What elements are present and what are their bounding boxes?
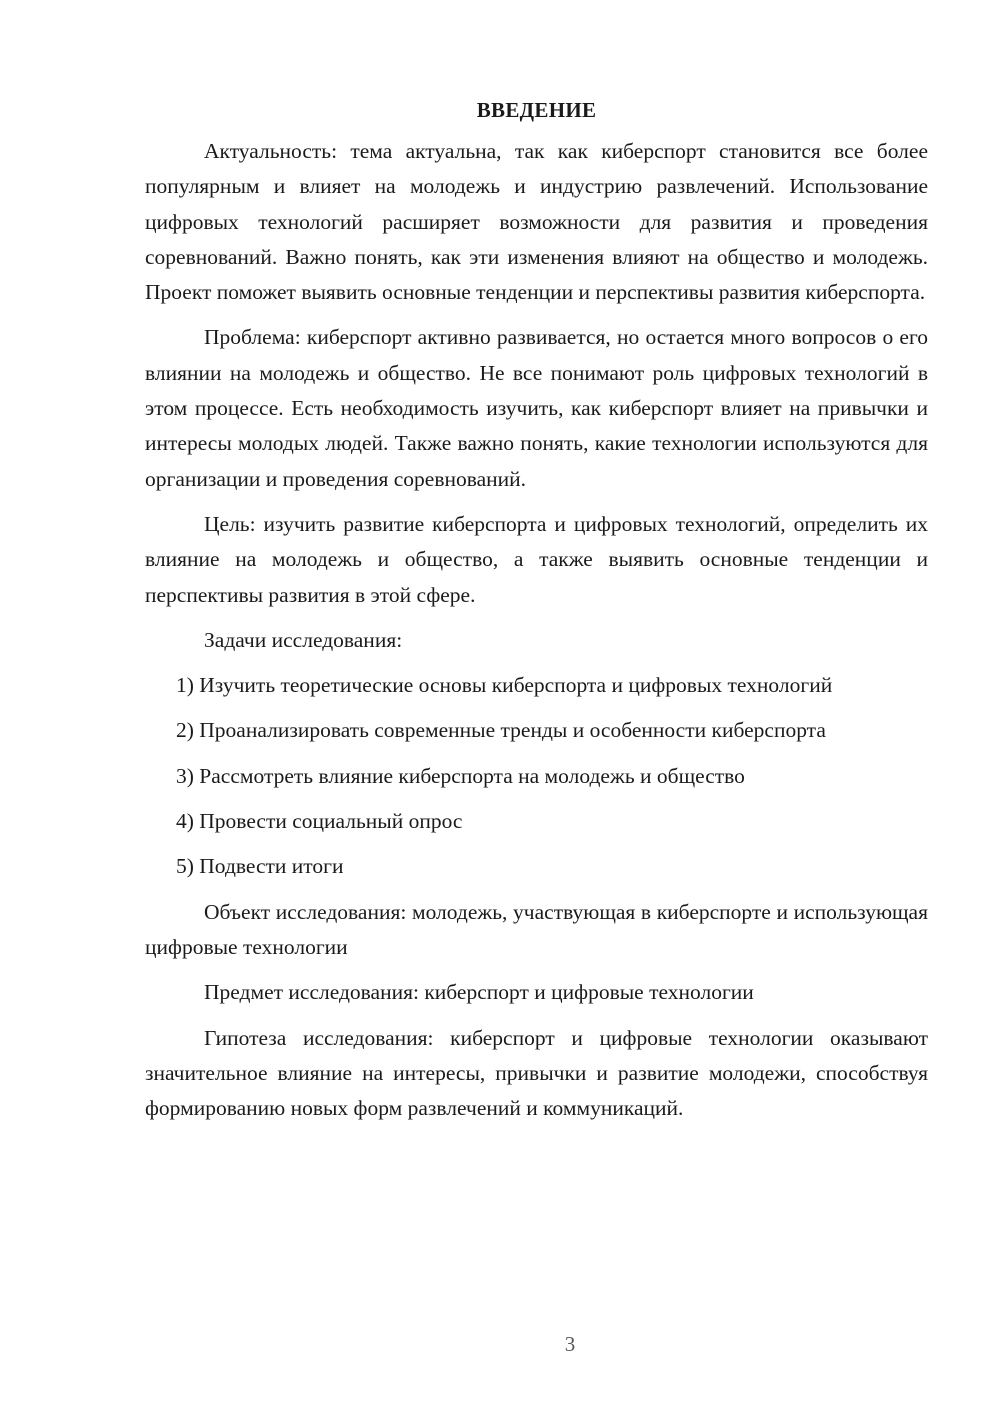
- goal-paragraph: Цель: изучить развитие киберспорта и цифровых технологий, определить их влияние на молодежь и общество, а также выявить основные тенденции и перспективы развития в этой сфере.: [145, 511, 928, 607]
- page-title: ВВЕДЕНИЕ: [476, 98, 597, 122]
- hypothesis-paragraph: Гипотеза исследования: киберспорт и цифровые технологии оказывают значительное влияние на интересы, привычки и развитие молодежи, способствуя формированию новых форм развлечений и коммуникаций.: [145, 1025, 928, 1121]
- tasks-heading: Задачи исследования:: [204, 627, 403, 652]
- task-item-5: 5) Подвести итоги: [176, 854, 344, 879]
- document-page: [145, 94, 928, 1126]
- task-item-1: 1) Изучить теоретические основы киберспорта и цифровых технологий: [176, 673, 833, 698]
- subject-paragraph: Предмет исследования: киберспорт и цифровые технологии: [204, 980, 754, 1005]
- relevance-paragraph: Актуальность: тема актуальна, так как киберспорт становится все более популярным и влияет на молодежь и индустрию развлечений. Использование цифровых технологий расширяет возможности для развития и проведения соревнований. Важно понять, как эти изменения влияют на общество и молодежь. Проект поможет выявить основные тенденции и перспективы развития киберспорта.: [145, 139, 928, 305]
- task-item-4: 4) Провести социальный опрос: [176, 809, 463, 834]
- problem-paragraph: Проблема: киберспорт активно развивается, но остается много вопросов о его влиянии на молодежь и общество. Не все понимают роль цифровых технологий в этом процессе. Есть необходимость изучить, как киберспорт влияет на привычки и интересы молодых людей. Также важно понять, какие технологии используются для организации и проведения соревнований.: [145, 325, 928, 491]
- task-item-3: 3) Рассмотреть влияние киберспорта на молодежь и общество: [176, 763, 745, 788]
- page-number: 3: [564, 1332, 576, 1356]
- object-paragraph: Объект исследования: молодежь, участвующая в киберспорте и использующая цифровые технологии: [145, 899, 928, 959]
- task-item-2: 2) Проанализировать современные тренды и особенности киберспорта: [176, 718, 826, 743]
